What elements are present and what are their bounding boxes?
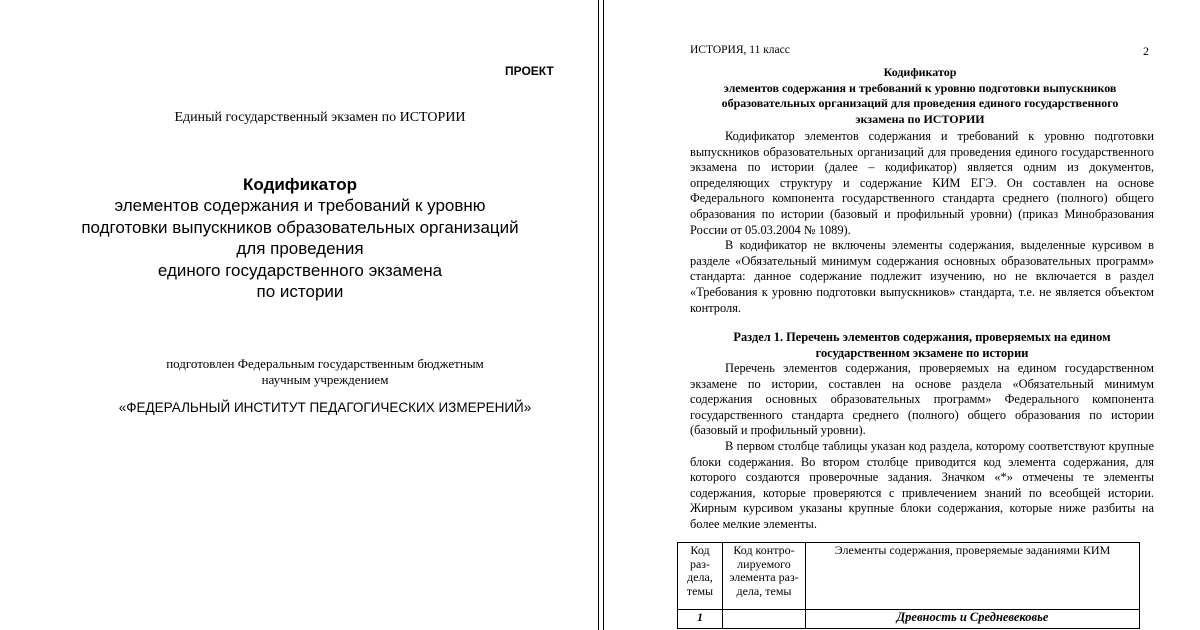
cover-subtitle-line: элементов содержания и требований к уровню <box>114 196 486 215</box>
running-head: ИСТОРИЯ, 11 класс <box>690 44 790 56</box>
codifier-table <box>677 542 1140 629</box>
institute-name: «ФЕДЕРАЛЬНЫЙ ИНСТИТУТ ПЕДАГОГИЧЕСКИХ ИЗМЕРЕНИЙ» <box>118 400 532 415</box>
cover-subtitle-line: подготовки выпускников образовательных организаций <box>81 217 519 237</box>
cover-subtitle-line: единого государственного экзамена <box>157 260 443 280</box>
prepared-by <box>0 356 650 388</box>
section-1-heading <box>690 330 1154 361</box>
left-page <box>0 0 598 630</box>
exam-line: Единый государственный экзамен по ИСТОРИИ <box>174 110 466 125</box>
section-code-cell: 1 <box>678 610 723 629</box>
cover-title: Кодификатор <box>243 175 357 194</box>
project-stamp: ПРОЕКТ <box>505 64 554 78</box>
section-heading-line: Раздел 1. Перечень элементов содержания, проверяемых на едином <box>733 330 1111 344</box>
page-divider-left <box>598 0 599 630</box>
codifier-title-line: образовательных организаций для проведения единого государственного <box>721 96 1119 110</box>
section-1-text <box>690 361 1154 533</box>
table-header-cell: Код контро- лируемого элемента раз- дела, темы <box>723 543 806 610</box>
intro-paragraph: Кодификатор элементов содержания и требований к уровню подготовки выпускников образовательных организаций для проведения единого государственного экзамена по истории (далее – кодификатор) является одним из документов, определяющих структуру и содержание КИМ ЕГЭ. Он составлен на основе Федерального компонента государственного стандарта среднего (полного) общего образования по истории (базовый и профильный уровни) (приказ Минобразования России от 05.03.2004 № 1089). <box>690 129 1154 237</box>
codifier-title-line: элементов содержания и требований к уровню подготовки выпускников <box>723 80 1117 95</box>
table-header-cell: Элементы содержания, проверяемые заданиями КИМ <box>806 543 1140 610</box>
element-code-cell <box>723 610 806 629</box>
cover-title-block <box>0 174 600 303</box>
codifier-title-line: экзамена по ИСТОРИИ <box>855 111 985 126</box>
table-row <box>678 610 1140 629</box>
page-number: 2 <box>1143 44 1149 58</box>
codifier-title-line: Кодификатор <box>883 65 957 79</box>
cover-subtitle-line: по истории <box>256 282 344 301</box>
section-paragraph: Перечень элементов содержания, проверяемых на едином государственном экзамене по истории, составлен на основе раздела «Обязательный минимум содержания основных образовательных программ» Федерального компонента государственного стандарта среднего (полного) общего образования по истории (базовый и профильный уровни). <box>690 361 1154 438</box>
section-heading-line: государственном экзамене по истории <box>815 345 1029 360</box>
intro-text <box>690 129 1154 316</box>
table-header-cell: Код раз- дела, темы <box>678 543 723 610</box>
prepared-line: подготовлен Федеральным государственным бюджетным <box>166 356 484 371</box>
cover-subtitle-line: для проведения <box>236 239 364 258</box>
table-header-row <box>678 543 1140 610</box>
prepared-line: научным учреждением <box>261 372 389 387</box>
content-cell: Древность и Средневековье <box>806 610 1140 629</box>
intro-paragraph: В кодификатор не включены элементы содержания, выделенные курсивом в разделе «Обязательный минимум содержания основных образовательных программ» стандарта: данное содержание подлежит изучению, но не включается в раздел «Требования к уровню подготовки выпускников» стандарта, т.е. не является объектом контроля. <box>690 238 1154 315</box>
codifier-title <box>690 65 1150 127</box>
section-paragraph: В первом столбце таблицы указан код раздела, которому соответствуют крупные блоки содержания. Во втором столбце приводится код элемента содержания, для которого создаются проверочные задания. Значком «*» отмечены те элементы содержания, которые проверяются с привлечением знаний по всеобщей истории. Жирным курсивом указаны крупные блоки содержания, которые ниже разбиты на более мелкие элементы. <box>690 438 1154 531</box>
